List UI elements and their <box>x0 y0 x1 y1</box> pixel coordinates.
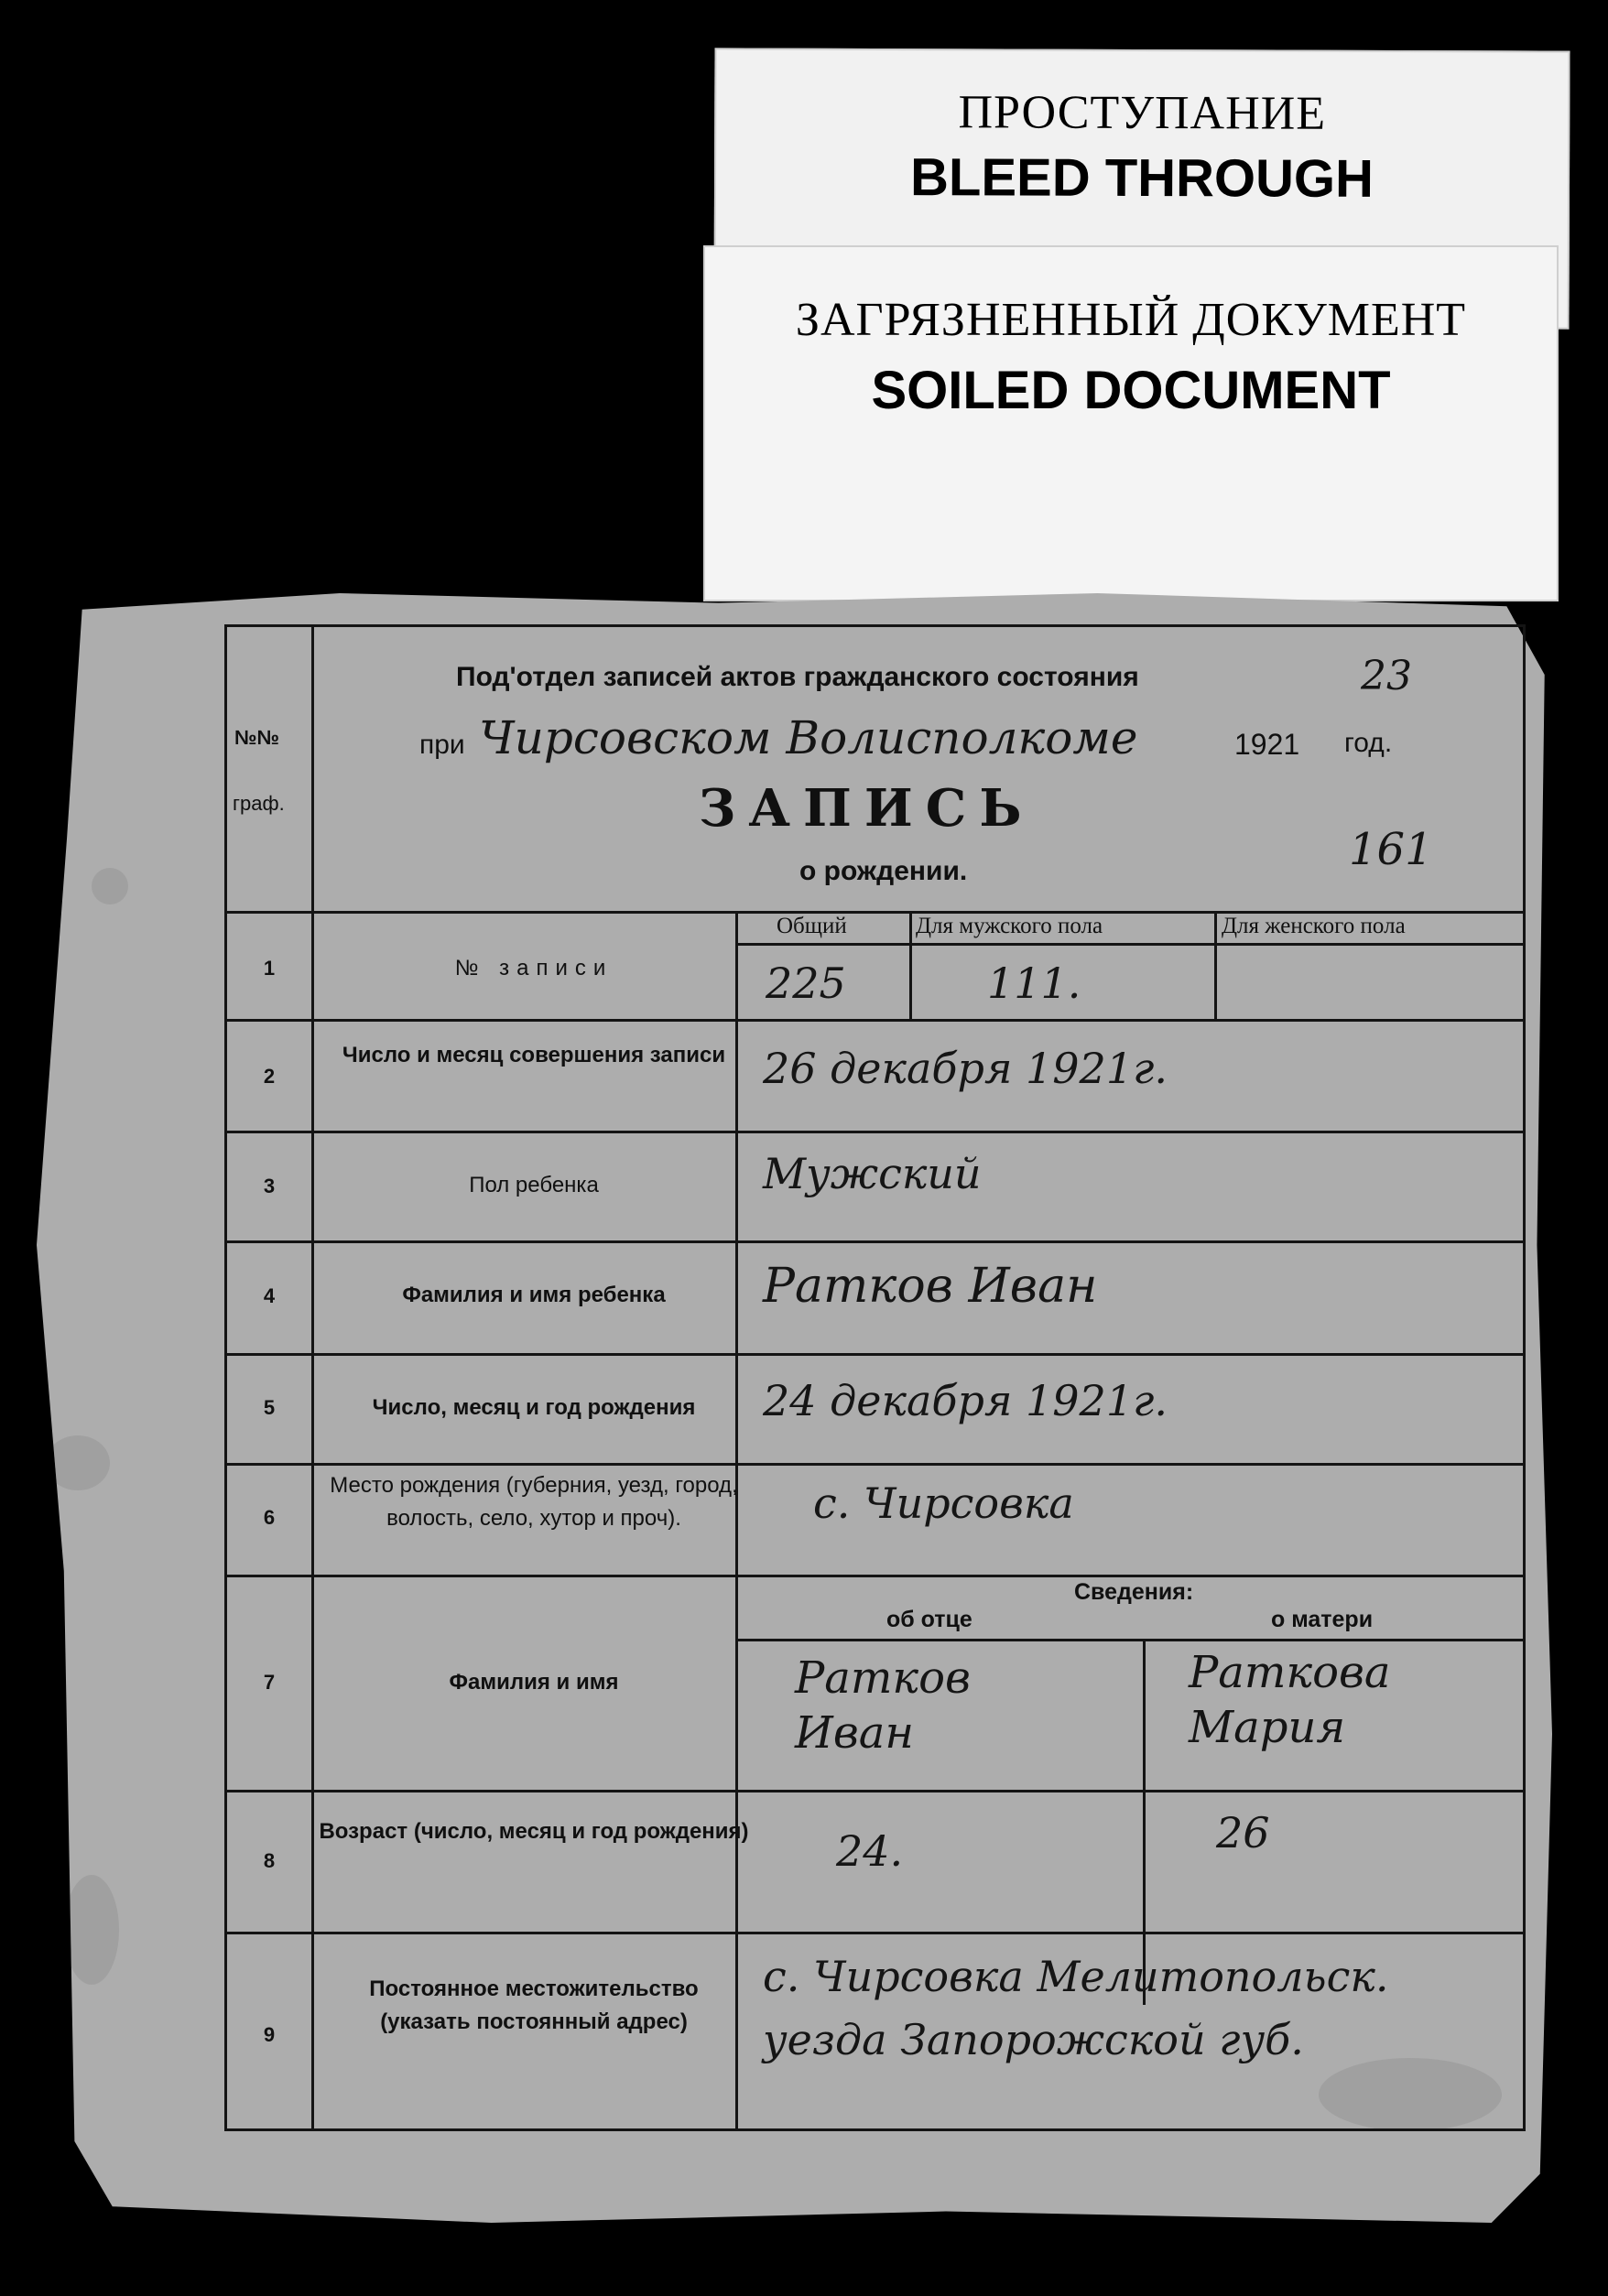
row-divider <box>735 943 1523 946</box>
child-name: Ратков Иван <box>763 1259 1098 1314</box>
handwritten-place: Чирсовском Волисполкоме <box>479 711 1138 764</box>
tag-bleed-en: BLEED THROUGH <box>909 147 1374 209</box>
side-no-label: №№ <box>234 726 280 749</box>
row-label: Постоянное местожительство (указать постоянный адрес) <box>369 1977 699 2034</box>
row-divider <box>227 1131 1523 1133</box>
birth-record-form <box>224 624 1526 2131</box>
row-number: 4 <box>263 1284 276 1307</box>
row-label: № записи <box>454 956 614 980</box>
record-subtitle: о рождении. <box>799 856 968 886</box>
margin-number: 161 <box>1349 824 1433 875</box>
row-label: Фамилия и имя <box>449 1670 619 1695</box>
pri-label: при <box>419 730 465 760</box>
tag-bleed-ru: ПРОСТУПАНИЕ <box>958 86 1327 140</box>
tag-soiled-ru: ЗАГРЯЗНЕННЫЙ ДОКУМЕНТ <box>795 294 1467 346</box>
row-divider <box>227 1463 1523 1466</box>
side-graf-label: граф. <box>233 792 285 815</box>
corner-number: 23 <box>1361 653 1412 699</box>
row-number: 6 <box>263 1506 276 1529</box>
row-label: Место рождения (губерния, уезд, город, волость, село, хутор и проч). <box>330 1473 738 1531</box>
mother-age: 26 <box>1216 1808 1270 1857</box>
tag-soiled-en: SOILED DOCUMENT <box>871 361 1391 420</box>
year: 1921 <box>1234 728 1300 761</box>
row-label: Фамилия и имя ребенка <box>402 1283 666 1307</box>
father-name: Ратков Иван <box>795 1652 971 1759</box>
row-number: 3 <box>263 1175 276 1197</box>
row-divider <box>227 1790 1523 1792</box>
birth-place: с. Чирсовка <box>813 1478 1074 1528</box>
father-header: об отце <box>886 1607 972 1632</box>
col-male-header: Для мужского пола <box>916 914 1103 938</box>
row-label: Возраст (число, месяц и год рождения) <box>319 1819 749 1844</box>
row-number: 2 <box>263 1065 276 1088</box>
record-title: ЗАПИСЬ <box>699 778 1035 839</box>
row-label: Пол ребенка <box>469 1173 599 1197</box>
year-suffix: год. <box>1344 728 1393 758</box>
row-divider <box>735 1639 1523 1641</box>
row-divider <box>227 1932 1523 1934</box>
row-label: Число и месяц совершения записи <box>342 1043 726 1067</box>
soiled-document-tag <box>703 245 1559 601</box>
stain <box>92 868 128 904</box>
birth-date: 24 декабря 1921г. <box>763 1376 1168 1425</box>
column-divider <box>311 627 314 2128</box>
col-female-header: Для женского пола <box>1222 914 1406 938</box>
registration-date: 26 декабря 1921г. <box>763 1044 1168 1093</box>
col-general-header: Общий <box>777 914 847 938</box>
mother-header: о матери <box>1271 1607 1374 1632</box>
department-title: Под'отдел записей актов гражданского состояния <box>456 662 1139 692</box>
column-divider <box>1214 911 1217 1019</box>
row-number: 8 <box>263 1849 276 1872</box>
child-sex: Мужский <box>763 1149 982 1198</box>
stain <box>46 1435 110 1490</box>
row-number: 7 <box>263 1671 276 1694</box>
mother-name: Раткова Мария <box>1189 1647 1391 1753</box>
stain <box>64 1875 119 1985</box>
row-number: 5 <box>263 1396 276 1419</box>
row-divider <box>227 1575 1523 1577</box>
residence: с. Чирсовка Мелитопольск. уезда Запорожской губ. <box>763 1952 1389 2064</box>
father-age: 24. <box>836 1826 904 1876</box>
row-label: Число, месяц и год рождения <box>372 1395 696 1420</box>
record-number-male: 111. <box>987 958 1081 1008</box>
row-divider <box>227 1353 1523 1356</box>
row-number: 9 <box>263 2023 276 2046</box>
record-number-general: 225 <box>766 958 846 1008</box>
info-header: Сведения: <box>1074 1579 1194 1605</box>
row-number: 1 <box>263 957 276 980</box>
column-divider <box>909 911 912 1019</box>
row-divider <box>227 1019 1523 1022</box>
row-divider <box>227 1240 1523 1243</box>
